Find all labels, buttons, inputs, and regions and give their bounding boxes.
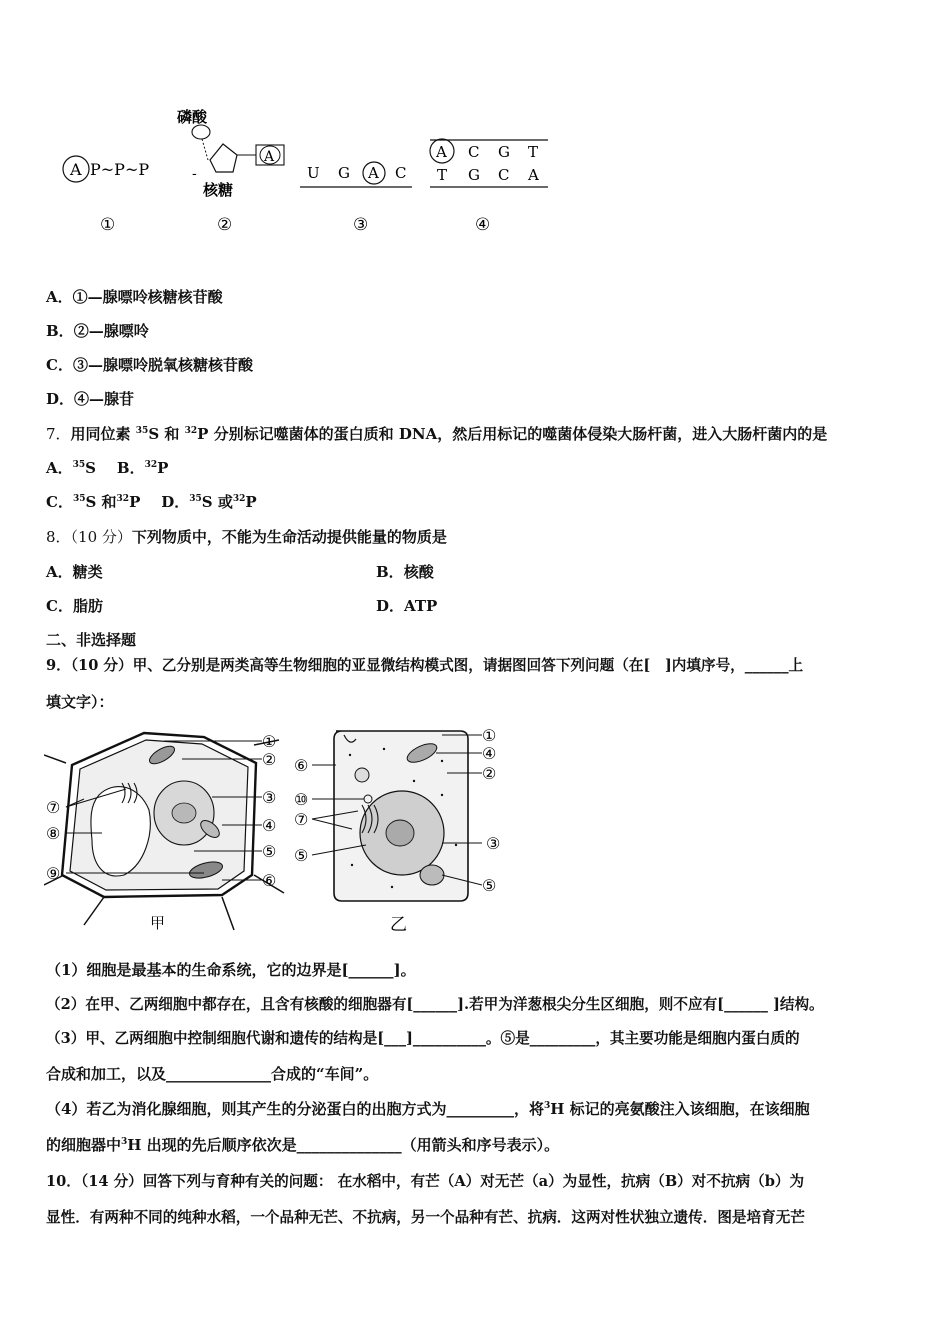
plant-label-7: ⑦ bbox=[46, 798, 61, 817]
q8-number: 8．（10 分） bbox=[46, 528, 132, 546]
q8-option-d-text: ATP bbox=[404, 597, 438, 615]
q8-option-b bbox=[376, 561, 434, 582]
q6-option-b bbox=[46, 320, 149, 341]
q9-stem-line1: 9．（10 分）甲、乙分别是两类高等生物细胞的亚显微结构模式图，请据图回答下列问题（在[ ]内填序号，______上 bbox=[46, 657, 804, 674]
fig1-chain: P~P~P bbox=[90, 160, 150, 179]
q10-line2: 显性．有两种不同的纯种水稻，一个品种无芒、不抗病，另一个品种有芒、抗病．这两对性状独立遗传．图是培育无芒 bbox=[46, 1209, 805, 1226]
animal-label-5-left: ⑤ bbox=[294, 846, 309, 865]
fig-label-4: ④ bbox=[475, 215, 491, 235]
q7-stem-part: S 和 bbox=[148, 425, 180, 443]
fig-label-3: ③ bbox=[353, 215, 369, 235]
q7-option-d-t1: S 或 bbox=[201, 493, 233, 511]
q7-stem-part: 用同位素 bbox=[70, 425, 131, 443]
fig2-base-letter: A bbox=[264, 149, 275, 165]
plant-label-8: ⑧ bbox=[46, 824, 61, 843]
q7-option-b-text: P bbox=[157, 459, 169, 477]
fig-label-2: ② bbox=[217, 215, 233, 235]
fig1-circled-letter: A bbox=[70, 160, 82, 179]
animal-caption: 乙 bbox=[390, 915, 407, 935]
q6-option-c bbox=[46, 354, 253, 375]
q6-option-a bbox=[46, 286, 223, 307]
fig3-base-a: A bbox=[368, 164, 379, 182]
fig2-nucleotide bbox=[177, 108, 284, 199]
q7-option-b-letter: B． bbox=[116, 459, 145, 477]
q8-option-c bbox=[46, 595, 103, 616]
animal-label-5-right: ⑤ bbox=[482, 876, 497, 895]
plant-label-6: ⑥ bbox=[262, 871, 277, 890]
q9-part4-text: H 出现的先后顺序依次是______________（用箭头和序号表示）。 bbox=[127, 1136, 560, 1154]
plant-label-2: ② bbox=[262, 750, 277, 769]
fig4-bottom-g: G bbox=[468, 166, 480, 184]
plant-caption: 甲 bbox=[150, 914, 166, 932]
plant-label-1: ① bbox=[262, 732, 277, 751]
fig4-top-t: T bbox=[528, 143, 539, 161]
nucleotide-figure bbox=[40, 100, 580, 240]
animal-label-1: ① bbox=[482, 726, 497, 745]
animal-label-2: ② bbox=[482, 764, 497, 783]
q7-option-c-t1: S 和 bbox=[85, 493, 117, 511]
q7-option-d-letter: D． bbox=[161, 493, 190, 511]
q7-option-a-text: S bbox=[85, 459, 97, 477]
q8-option-a-letter: A． bbox=[46, 563, 73, 581]
q7-option-d-t2: P bbox=[245, 493, 257, 511]
q7-sup-35: 35 bbox=[135, 426, 149, 436]
q7-option-c-sup1: 35 bbox=[72, 494, 86, 504]
q7-option-a-sup: 35 bbox=[72, 460, 86, 470]
q9-part1: （1）细胞是最基本的生命系统，它的边界是[______]。 bbox=[46, 961, 416, 979]
fig2-phosphate-circle bbox=[192, 125, 210, 139]
q7-option-c-sup2: 32 bbox=[116, 494, 130, 504]
section-heading: 二、非选择题 bbox=[46, 631, 137, 649]
q8-stem-text: 下列物质中，不能为生命活动提供能量的物质是 bbox=[131, 528, 447, 546]
animal-cell-figure bbox=[292, 725, 512, 940]
plant-label-9: ⑨ bbox=[46, 864, 61, 883]
fig2-ribose-label: 核糖 bbox=[203, 181, 234, 199]
q8-option-b-text: 核酸 bbox=[403, 563, 434, 581]
q7-stem bbox=[46, 423, 827, 444]
q9-part3-line1: （3）甲、乙两细胞中控制细胞代谢和遗传的结构是[___]__________。⑤是_________，其主要功能是细胞内蛋白质的 bbox=[46, 1030, 800, 1047]
plant-label-4: ④ bbox=[262, 816, 277, 835]
q6-option-b-text: ②—腺嘌呤 bbox=[73, 322, 149, 340]
fig4-dna-double-strand bbox=[430, 139, 548, 187]
fig2-phosphate-label: 磷酸 bbox=[177, 108, 208, 126]
q8-stem bbox=[46, 526, 447, 547]
animal-label-6: ⑥ bbox=[294, 756, 309, 775]
q6-option-d-letter: D． bbox=[46, 390, 75, 408]
fig4-bottom-a: A bbox=[528, 166, 539, 184]
animal-label-7: ⑦ bbox=[294, 810, 309, 829]
q7-sup-32: 32 bbox=[184, 426, 198, 436]
q8-option-b-letter: B． bbox=[376, 563, 404, 581]
q6-option-c-text: ③—腺嘌呤脱氧核糖核苷酸 bbox=[72, 356, 253, 374]
fig-label-1: ① bbox=[100, 215, 116, 235]
fig3-base-c: C bbox=[395, 164, 407, 182]
plant-label-5: ⑤ bbox=[262, 842, 277, 861]
q7-option-c-t2: P bbox=[129, 493, 141, 511]
q6-option-d-text: ④—腺苷 bbox=[74, 390, 135, 408]
q9-part4-line1 bbox=[46, 1098, 810, 1119]
q7-options-cd bbox=[46, 491, 257, 512]
q8-option-c-letter: C． bbox=[46, 597, 73, 615]
fig1-atp bbox=[63, 156, 149, 182]
plant-cell-figure bbox=[44, 725, 294, 935]
q9-part3-line2: 合成和加工，以及______________合成的“车间”。 bbox=[46, 1065, 379, 1083]
q7-option-d-sup2: 32 bbox=[232, 494, 246, 504]
fig4-top-a: A bbox=[436, 143, 447, 161]
fig3-base-u: U bbox=[307, 164, 320, 182]
q9-stem-line2: 填文字）： bbox=[46, 693, 114, 711]
q9-part2: （2）在甲、乙两细胞中都存在，且含有核酸的细胞器有[______].若甲为洋葱根尖分生区细胞，则不应有[______ ]结构。 bbox=[46, 996, 824, 1013]
fig4-top-c: C bbox=[468, 143, 480, 161]
q9-part4-sup: 3 bbox=[543, 1101, 551, 1111]
q6-option-a-text: ①—腺嘌呤核糖核苷酸 bbox=[72, 288, 223, 306]
q8-option-a bbox=[46, 561, 103, 582]
q9-part4-text: 的细胞器中 bbox=[46, 1136, 122, 1154]
centrosome bbox=[355, 768, 369, 782]
q8-option-d-letter: D． bbox=[376, 597, 405, 615]
fig4-bottom-c: C bbox=[498, 166, 510, 184]
q7-stem-part: P 分别标记噬菌体的蛋白质和 DNA，然后用标记的噬菌体侵染大肠杆菌，进入大肠杆菌内的是 bbox=[197, 425, 828, 443]
q7-options-ab bbox=[46, 457, 168, 478]
q9-part4-line2 bbox=[46, 1134, 559, 1155]
q7-number: 7． bbox=[46, 425, 71, 443]
fig3-rna-strand bbox=[300, 162, 412, 187]
q6-option-d bbox=[46, 388, 134, 409]
q7-option-c-letter: C． bbox=[46, 493, 73, 511]
q9-part4-sup: 3 bbox=[121, 1137, 128, 1147]
q6-option-b-letter: B． bbox=[46, 322, 74, 340]
q6-option-a-letter: A． bbox=[46, 288, 73, 306]
fig4-top-g: G bbox=[498, 143, 510, 161]
animal-label-4: ④ bbox=[482, 744, 497, 763]
q9-part4-text: H 标记的亮氨酸注入该细胞，在该细胞 bbox=[550, 1100, 810, 1118]
q9-part4-text: （4）若乙为消化腺细胞，则其产生的分泌蛋白的出胞方式为_________，将 bbox=[46, 1100, 544, 1118]
q7-option-b-sup: 32 bbox=[144, 460, 158, 470]
fig2-ribose-pentagon bbox=[210, 144, 237, 172]
q8-option-d bbox=[376, 595, 437, 616]
fig4-bottom-t: T bbox=[437, 166, 448, 184]
golgi bbox=[420, 865, 444, 885]
q7-option-d-sup1: 35 bbox=[189, 494, 202, 504]
q10-line1: 10．（14 分）回答下列与育种有关的问题： 在水稻中，有芒（A）对无芒（a）为显性，抗病（B）对不抗病（b）为 bbox=[46, 1173, 805, 1190]
q7-option-a-letter: A． bbox=[46, 459, 73, 477]
q6-option-c-letter: C． bbox=[46, 356, 73, 374]
animal-label-3: ③ bbox=[486, 834, 501, 853]
q8-option-a-text: 糖类 bbox=[72, 563, 103, 581]
fig2-minus: - bbox=[192, 166, 197, 182]
plant-label-3: ③ bbox=[262, 788, 277, 807]
fig3-base-g: G bbox=[338, 164, 350, 182]
animal-label-10: ⑩ bbox=[294, 790, 309, 809]
q8-option-c-text: 脂肪 bbox=[72, 597, 103, 615]
